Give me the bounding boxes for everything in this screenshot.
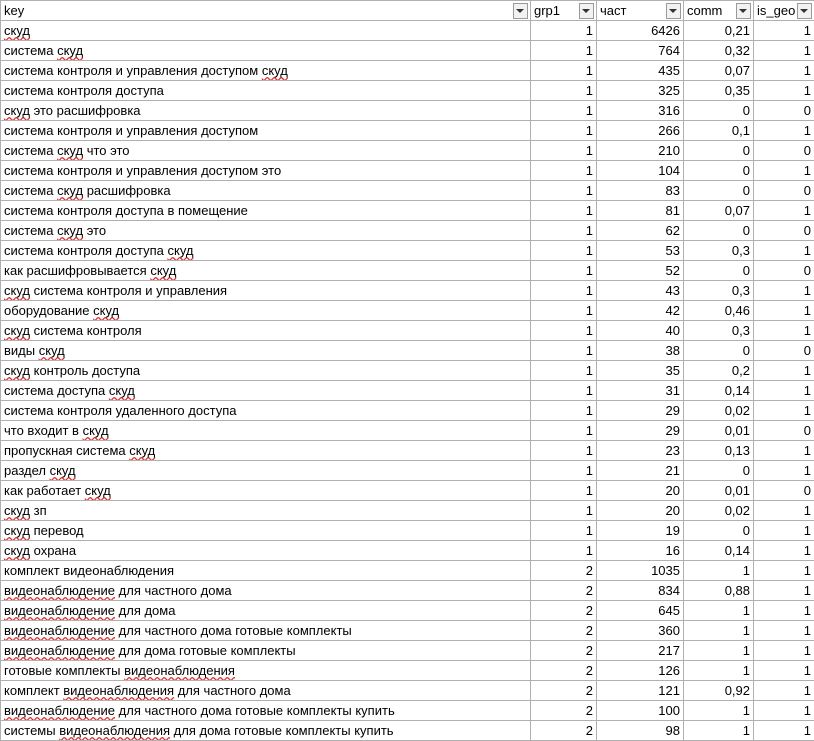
filter-dropdown-comm[interactable] [736,3,751,19]
cell-chast[interactable]: 20 [597,481,684,501]
cell-grp1[interactable]: 1 [531,201,597,221]
cell-chast[interactable]: 62 [597,221,684,241]
cell-chast[interactable]: 38 [597,341,684,361]
cell-grp1[interactable]: 2 [531,661,597,681]
cell-chast[interactable]: 53 [597,241,684,261]
table-row[interactable] [1,281,814,301]
cell-key[interactable]: скуд система контроля [1,321,531,341]
cell-comm[interactable]: 0 [684,461,754,481]
filter-dropdown-key[interactable] [513,3,528,19]
cell-chast[interactable]: 19 [597,521,684,541]
cell-is-geo[interactable]: 1 [754,381,814,401]
cell-is-geo[interactable]: 0 [754,221,814,241]
cell-comm[interactable]: 0 [684,261,754,281]
table-row[interactable] [1,161,814,181]
cell-grp1[interactable]: 1 [531,341,597,361]
table-header [1,1,814,21]
cell-key[interactable]: скуд контроль доступа [1,361,531,381]
cell-grp1[interactable]: 1 [531,281,597,301]
cell-chast[interactable]: 104 [597,161,684,181]
cell-comm[interactable]: 0 [684,181,754,201]
cell-grp1[interactable]: 1 [531,361,597,381]
chevron-down-icon [669,9,677,13]
cell-is-geo[interactable]: 1 [754,201,814,221]
cell-is-geo[interactable]: 1 [754,581,814,601]
cell-grp1[interactable]: 2 [531,581,597,601]
cell-chast[interactable]: 35 [597,361,684,381]
table-row[interactable] [1,41,814,61]
cell-chast[interactable]: 83 [597,181,684,201]
filter-dropdown-chast[interactable] [666,3,681,19]
cell-grp1[interactable]: 1 [531,421,597,441]
table-row[interactable] [1,701,814,721]
table-row[interactable] [1,221,814,241]
cell-is-geo[interactable]: 1 [754,281,814,301]
cell-is-geo[interactable]: 1 [754,601,814,621]
cell-key[interactable]: как работает скуд [1,481,531,501]
cell-comm[interactable]: 0,92 [684,681,754,701]
cell-key[interactable]: видеонаблюдение для частного дома [1,581,531,601]
table-row[interactable] [1,541,814,561]
table-row[interactable] [1,321,814,341]
cell-comm[interactable]: 0 [684,221,754,241]
cell-key[interactable]: система контроля доступа скуд [1,241,531,261]
cell-chast[interactable]: 325 [597,81,684,101]
cell-chast[interactable]: 98 [597,721,684,741]
cell-is-geo[interactable]: 1 [754,81,814,101]
table-row[interactable] [1,141,814,161]
cell-comm[interactable]: 1 [684,601,754,621]
cell-key[interactable]: что входит в скуд [1,421,531,441]
cell-comm[interactable]: 0,14 [684,541,754,561]
cell-grp1[interactable]: 1 [531,221,597,241]
table-row[interactable] [1,521,814,541]
cell-key[interactable]: видеонаблюдение для дома готовые комплекты [1,641,531,661]
column-header-is-geo-label: is_geo [757,3,795,18]
cell-is-geo[interactable]: 1 [754,501,814,521]
cell-is-geo[interactable]: 0 [754,341,814,361]
cell-grp1[interactable]: 1 [531,141,597,161]
cell-key[interactable]: комплект видеонаблюдения для частного дома [1,681,531,701]
cell-key[interactable]: готовые комплекты видеонаблюдения [1,661,531,681]
cell-is-geo[interactable]: 1 [754,521,814,541]
table-row[interactable] [1,381,814,401]
cell-grp1[interactable]: 1 [531,261,597,281]
chevron-down-icon [739,9,747,13]
cell-comm[interactable]: 0 [684,161,754,181]
cell-key[interactable]: система скуд [1,41,531,61]
cell-grp1[interactable]: 1 [531,21,597,41]
cell-comm[interactable]: 0,3 [684,241,754,261]
cell-key[interactable]: пропускная система скуд [1,441,531,461]
cell-is-geo[interactable]: 0 [754,181,814,201]
cell-is-geo[interactable]: 0 [754,101,814,121]
table-row[interactable] [1,341,814,361]
cell-grp1[interactable]: 1 [531,121,597,141]
cell-chast[interactable]: 645 [597,601,684,621]
cell-chast[interactable]: 266 [597,121,684,141]
table-row[interactable] [1,121,814,141]
cell-is-geo[interactable]: 1 [754,721,814,741]
cell-grp1[interactable]: 1 [531,381,597,401]
cell-key[interactable]: система скуд что это [1,141,531,161]
cell-grp1[interactable]: 2 [531,561,597,581]
header-row [1,1,814,21]
column-header-key[interactable] [1,1,531,21]
cell-grp1[interactable]: 1 [531,61,597,81]
cell-grp1[interactable]: 1 [531,161,597,181]
cell-chast[interactable]: 21 [597,461,684,481]
cell-comm[interactable]: 0,21 [684,21,754,41]
cell-comm[interactable]: 0,01 [684,421,754,441]
cell-comm[interactable]: 0,07 [684,61,754,81]
cell-is-geo[interactable]: 1 [754,61,814,81]
cell-key[interactable]: система контроля и управления доступом это [1,161,531,181]
cell-comm[interactable]: 0,02 [684,401,754,421]
table-row[interactable] [1,61,814,81]
cell-is-geo[interactable]: 1 [754,161,814,181]
cell-is-geo[interactable]: 1 [754,21,814,41]
table-row[interactable] [1,581,814,601]
cell-grp1[interactable]: 2 [531,621,597,641]
cell-chast[interactable]: 29 [597,401,684,421]
cell-grp1[interactable]: 1 [531,461,597,481]
cell-comm[interactable]: 1 [684,621,754,641]
table-body [1,21,814,741]
chevron-down-icon [516,9,524,13]
cell-comm[interactable]: 0,14 [684,381,754,401]
cell-key[interactable]: система контроля и управления доступом [1,121,531,141]
cell-key[interactable]: оборудование скуд [1,301,531,321]
cell-key[interactable]: раздел скуд [1,461,531,481]
cell-is-geo[interactable]: 1 [754,561,814,581]
cell-chast[interactable]: 6426 [597,21,684,41]
column-header-key-label: key [4,3,24,18]
cell-key[interactable]: скуд охрана [1,541,531,561]
cell-comm[interactable]: 0,46 [684,301,754,321]
cell-key[interactable]: система скуд это [1,221,531,241]
chevron-down-icon [582,9,590,13]
cell-comm[interactable]: 0,3 [684,321,754,341]
cell-chast[interactable]: 217 [597,641,684,661]
cell-is-geo[interactable]: 1 [754,641,814,661]
cell-chast[interactable]: 435 [597,61,684,81]
cell-key[interactable]: система доступа скуд [1,381,531,401]
table-row[interactable] [1,21,814,41]
cell-key[interactable]: система контроля удаленного доступа [1,401,531,421]
filter-dropdown-is-geo[interactable] [797,3,812,19]
table-row[interactable] [1,361,814,381]
cell-chast[interactable]: 834 [597,581,684,601]
table-row[interactable] [1,301,814,321]
table-row[interactable] [1,681,814,701]
table-row[interactable] [1,461,814,481]
column-header-grp1[interactable] [531,1,597,21]
cell-key[interactable]: системы видеонаблюдения для дома готовые комплекты купить [1,721,531,741]
cell-chast[interactable]: 43 [597,281,684,301]
cell-comm[interactable]: 0,13 [684,441,754,461]
cell-comm[interactable]: 0,2 [684,361,754,381]
cell-key[interactable]: система контроля и управления доступом скуд [1,61,531,81]
cell-comm[interactable]: 0 [684,101,754,121]
cell-grp1[interactable]: 1 [531,301,597,321]
cell-chast[interactable]: 52 [597,261,684,281]
cell-chast[interactable]: 16 [597,541,684,561]
cell-chast[interactable]: 316 [597,101,684,121]
cell-is-geo[interactable]: 1 [754,441,814,461]
cell-key[interactable]: скуд система контроля и управления [1,281,531,301]
cell-comm[interactable]: 1 [684,641,754,661]
table-row[interactable] [1,421,814,441]
cell-key[interactable]: виды скуд [1,341,531,361]
cell-chast[interactable]: 360 [597,621,684,641]
cell-grp1[interactable]: 2 [531,701,597,721]
cell-grp1[interactable]: 1 [531,241,597,261]
table-row[interactable] [1,401,814,421]
cell-chast[interactable]: 1035 [597,561,684,581]
cell-chast[interactable]: 42 [597,301,684,321]
table-row[interactable] [1,201,814,221]
table-row[interactable] [1,601,814,621]
cell-key[interactable]: система скуд расшифровка [1,181,531,201]
cell-is-geo[interactable]: 1 [754,621,814,641]
column-header-is-geo[interactable] [754,1,814,21]
cell-comm[interactable]: 0,32 [684,41,754,61]
cell-key[interactable]: система контроля доступа [1,81,531,101]
cell-chast[interactable]: 764 [597,41,684,61]
cell-grp1[interactable]: 1 [531,501,597,521]
cell-comm[interactable]: 0,88 [684,581,754,601]
cell-key[interactable]: как расшифровывается скуд [1,261,531,281]
chevron-down-icon [800,9,808,13]
cell-comm[interactable]: 0,07 [684,201,754,221]
cell-comm[interactable]: 0,3 [684,281,754,301]
cell-key[interactable]: видеонаблюдение для частного дома готовые комплекты [1,621,531,641]
table-row[interactable] [1,101,814,121]
cell-chast[interactable]: 29 [597,421,684,441]
table-row[interactable] [1,181,814,201]
cell-is-geo[interactable]: 1 [754,121,814,141]
cell-is-geo[interactable]: 0 [754,421,814,441]
cell-is-geo[interactable]: 1 [754,241,814,261]
table-row[interactable] [1,261,814,281]
column-header-grp1-label: grp1 [534,3,560,18]
cell-key[interactable]: видеонаблюдение для частного дома готовые комплекты купить [1,701,531,721]
cell-key[interactable]: скуд перевод [1,521,531,541]
cell-grp1[interactable]: 1 [531,481,597,501]
cell-comm[interactable]: 0 [684,141,754,161]
cell-grp1[interactable]: 2 [531,721,597,741]
column-header-chast-label: част [600,3,626,18]
cell-key[interactable]: скуд это расшифровка [1,101,531,121]
table-row[interactable] [1,441,814,461]
cell-is-geo[interactable]: 1 [754,681,814,701]
cell-grp1[interactable]: 1 [531,441,597,461]
table-row[interactable] [1,81,814,101]
cell-is-geo[interactable]: 0 [754,481,814,501]
filter-dropdown-grp1[interactable] [579,3,594,19]
cell-grp1[interactable]: 1 [531,81,597,101]
cell-key[interactable]: комплект видеонаблюдения [1,561,531,581]
cell-chast[interactable]: 20 [597,501,684,521]
column-header-comm[interactable] [684,1,754,21]
cell-grp1[interactable]: 2 [531,641,597,661]
table-row[interactable] [1,561,814,581]
cell-grp1[interactable]: 2 [531,601,597,621]
cell-chast[interactable]: 210 [597,141,684,161]
cell-chast[interactable]: 31 [597,381,684,401]
cell-grp1[interactable]: 1 [531,41,597,61]
cell-is-geo[interactable]: 1 [754,301,814,321]
column-header-chast[interactable] [597,1,684,21]
cell-grp1[interactable]: 2 [531,681,597,701]
cell-is-geo[interactable]: 1 [754,541,814,561]
cell-comm[interactable]: 0,1 [684,121,754,141]
cell-key[interactable]: скуд [1,21,531,41]
cell-chast[interactable]: 126 [597,661,684,681]
table-row[interactable] [1,481,814,501]
table-row[interactable] [1,661,814,681]
cell-grp1[interactable]: 1 [531,101,597,121]
cell-comm[interactable]: 0,01 [684,481,754,501]
cell-grp1[interactable]: 1 [531,541,597,561]
cell-key[interactable]: скуд зп [1,501,531,521]
cell-key[interactable]: видеонаблюдение для дома [1,601,531,621]
cell-is-geo[interactable]: 1 [754,401,814,421]
table-row[interactable] [1,721,814,741]
cell-is-geo[interactable]: 0 [754,141,814,161]
cell-is-geo[interactable]: 1 [754,661,814,681]
cell-grp1[interactable]: 1 [531,181,597,201]
cell-chast[interactable]: 40 [597,321,684,341]
column-header-comm-label: comm [687,3,722,18]
cell-chast[interactable]: 23 [597,441,684,461]
cell-key[interactable]: система контроля доступа в помещение [1,201,531,221]
cell-comm[interactable]: 1 [684,661,754,681]
cell-chast[interactable]: 81 [597,201,684,221]
cell-is-geo[interactable]: 1 [754,361,814,381]
cell-grp1[interactable]: 1 [531,401,597,421]
cell-comm[interactable]: 0 [684,521,754,541]
cell-comm[interactable]: 0 [684,341,754,361]
cell-comm[interactable]: 1 [684,561,754,581]
table-row[interactable] [1,641,814,661]
cell-is-geo[interactable]: 1 [754,461,814,481]
cell-is-geo[interactable]: 1 [754,701,814,721]
cell-comm[interactable]: 0,35 [684,81,754,101]
cell-is-geo[interactable]: 0 [754,261,814,281]
table-row[interactable] [1,241,814,261]
cell-is-geo[interactable]: 1 [754,321,814,341]
cell-comm[interactable]: 1 [684,701,754,721]
cell-grp1[interactable]: 1 [531,521,597,541]
table-row[interactable] [1,621,814,641]
cell-grp1[interactable]: 1 [531,321,597,341]
cell-comm[interactable]: 0,02 [684,501,754,521]
cell-is-geo[interactable]: 1 [754,41,814,61]
cell-chast[interactable]: 121 [597,681,684,701]
cell-chast[interactable]: 100 [597,701,684,721]
cell-comm[interactable]: 1 [684,721,754,741]
table-row[interactable] [1,501,814,521]
